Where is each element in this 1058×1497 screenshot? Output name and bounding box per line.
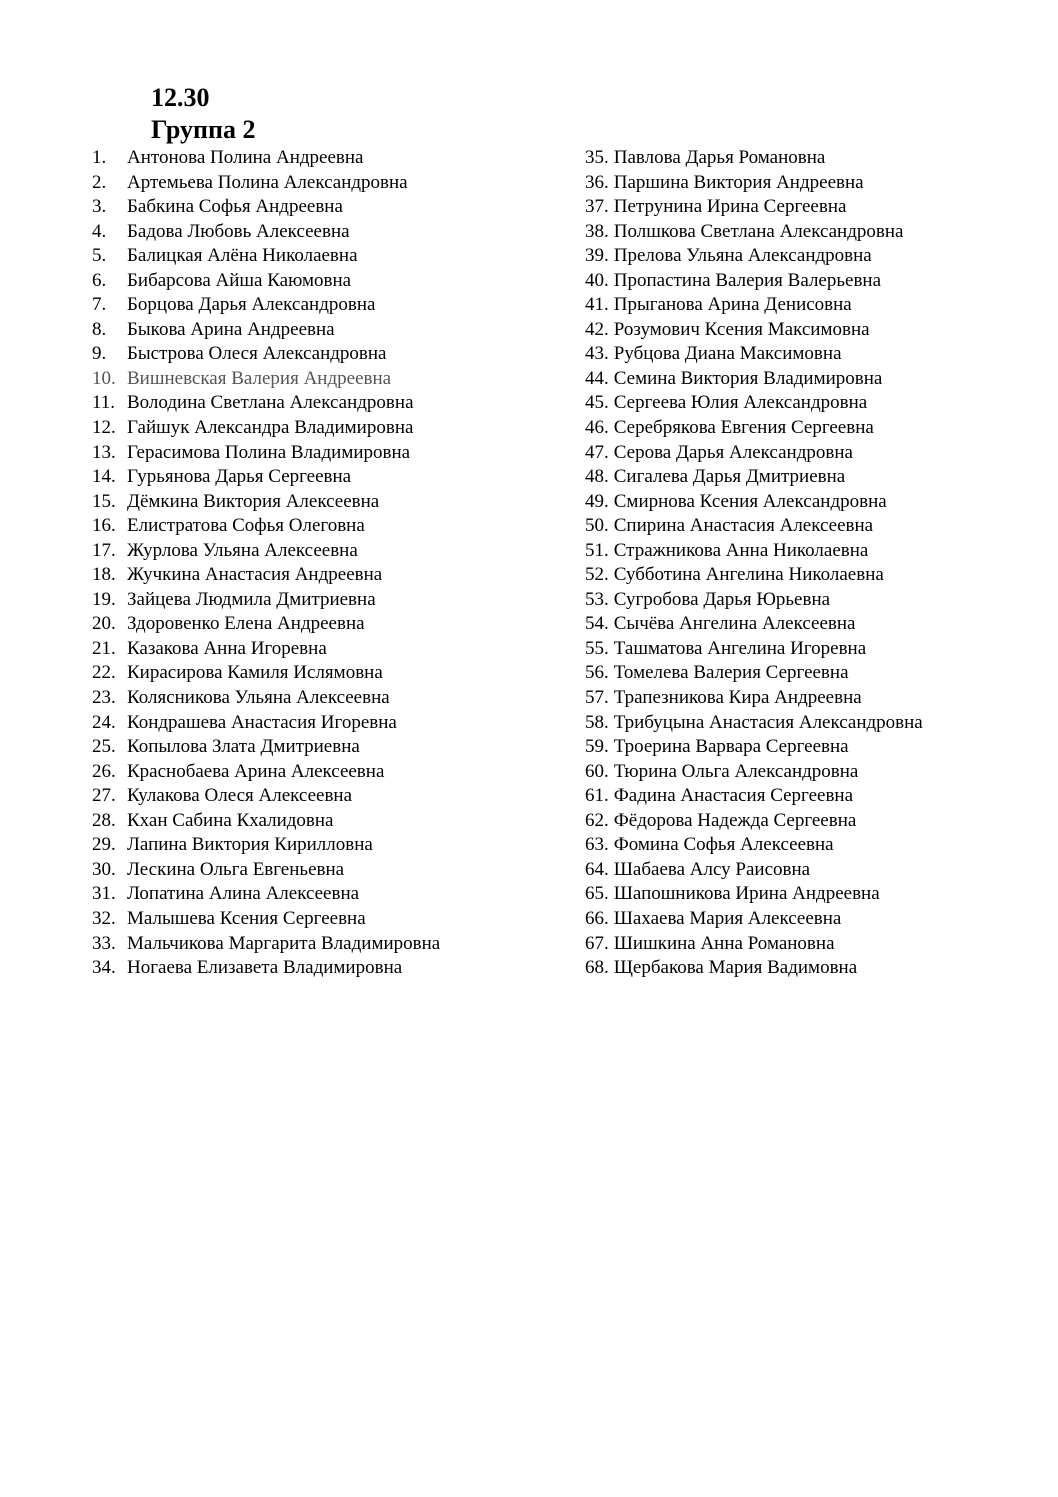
student-name: Сергеева Юлия Александровна (613, 392, 868, 414)
session-time-heading: 12.30 (151, 83, 210, 112)
list-item-number: 10. (92, 367, 116, 389)
student-name: Лопатина Алина Алексеевна (127, 883, 360, 905)
student-name: Малышева Ксения Сергеевна (127, 907, 366, 929)
list-item (585, 367, 923, 392)
list-item (585, 244, 923, 269)
list-item (92, 661, 440, 686)
list-item-number: 60. (585, 760, 609, 782)
list-item-number: 4. (92, 220, 107, 242)
student-name: Казакова Анна Игоревна (127, 637, 327, 659)
list-item (92, 465, 440, 490)
list-item (92, 269, 440, 294)
list-item (585, 220, 923, 245)
list-item (585, 342, 923, 367)
student-name: Смирнова Ксения Александровна (613, 490, 887, 512)
student-name: Колясникова Ульяна Алексеевна (127, 687, 390, 709)
list-item-number: 15. (92, 490, 116, 512)
list-item-number: 53. (585, 588, 609, 610)
list-item (92, 367, 440, 392)
list-item-number: 36. (585, 171, 609, 193)
list-item (92, 171, 440, 196)
list-item-number: 2. (92, 171, 107, 193)
student-name: Здоровенко Елена Андреевна (127, 613, 365, 635)
list-item-number: 1. (92, 147, 107, 168)
list-item-number: 63. (585, 834, 609, 856)
student-name: Фадина Анастасия Сергеевна (613, 785, 854, 807)
list-item (92, 858, 440, 883)
list-item-number: 20. (92, 613, 116, 635)
list-item (585, 490, 923, 515)
student-name: Гайшук Александра Владимировна (127, 417, 414, 439)
student-name: Полшкова Светлана Александровна (613, 220, 904, 242)
student-name: Спирина Анастасия Алексеевна (613, 515, 874, 537)
list-item (92, 907, 440, 932)
list-item-number: 16. (92, 515, 116, 537)
student-name: Артемьева Полина Александровна (127, 171, 408, 193)
list-item (92, 514, 440, 539)
student-name: Сигалева Дарья Дмитриевна (613, 466, 846, 488)
student-list-right-column (585, 146, 923, 981)
list-item-number: 6. (92, 269, 107, 291)
list-item (92, 490, 440, 515)
list-item-number: 14. (92, 466, 116, 488)
list-item (92, 563, 440, 588)
student-name: Володина Светлана Александровна (127, 392, 414, 414)
student-name: Лескина Ольга Евгеньевна (127, 858, 345, 880)
student-name: Стражникова Анна Николаевна (613, 539, 869, 561)
list-item-number: 23. (92, 687, 116, 709)
student-name: Томелева Валерия Сергеевна (613, 662, 849, 684)
student-name: Кондрашева Анастасия Игоревна (127, 711, 397, 733)
student-name: Кхан Сабина Кхалидовна (127, 809, 334, 831)
list-item (585, 563, 923, 588)
student-name: Быкова Арина Андреевна (127, 318, 335, 340)
list-item (585, 637, 923, 662)
list-item (585, 391, 923, 416)
student-name: Розумович Ксения Максимовна (613, 318, 870, 340)
list-item-number: 65. (585, 883, 609, 905)
list-item-number: 64. (585, 858, 609, 880)
list-item (92, 637, 440, 662)
list-item-number: 62. (585, 809, 609, 831)
list-item-number: 26. (92, 760, 116, 782)
list-item (92, 441, 440, 466)
list-item-number: 12. (92, 417, 116, 439)
list-item-number: 29. (92, 834, 116, 856)
student-name: Прелова Ульяна Александровна (613, 245, 872, 267)
list-item (585, 882, 923, 907)
student-name: Журлова Ульяна Алексеевна (127, 539, 358, 561)
list-item-number: 7. (92, 294, 107, 316)
list-item-number: 61. (585, 785, 609, 807)
list-item-number: 21. (92, 637, 116, 659)
student-name: Шабаева Алсу Раисовна (613, 858, 811, 880)
list-item (585, 269, 923, 294)
student-name: Сугробова Дарья Юрьевна (613, 588, 831, 610)
list-item (585, 293, 923, 318)
student-name: Троерина Варвара Сергеевна (613, 736, 849, 758)
student-name: Фомина Софья Алексеевна (613, 834, 834, 856)
student-name: Фёдорова Надежда Сергеевна (613, 809, 857, 831)
list-item-number: 57. (585, 687, 609, 709)
list-item (585, 441, 923, 466)
list-item (92, 293, 440, 318)
list-item-number: 44. (585, 367, 609, 389)
list-item-number: 25. (92, 736, 116, 758)
student-name: Борцова Дарья Александровна (127, 294, 376, 316)
list-item (92, 735, 440, 760)
student-name: Щербакова Мария Вадимовна (613, 957, 858, 979)
student-name: Бабкина Софья Андреевна (127, 196, 343, 218)
list-item-number: 45. (585, 392, 609, 414)
list-item-number: 49. (585, 490, 609, 512)
list-item-number: 13. (92, 441, 116, 463)
list-item (92, 932, 440, 957)
list-item (92, 686, 440, 711)
list-item-number: 18. (92, 564, 116, 586)
list-item-number: 30. (92, 858, 116, 880)
list-item-number: 50. (585, 515, 609, 537)
student-name: Кирасирова Камиля Ислямовна (127, 662, 383, 684)
student-name: Вишневская Валерия Андреевна (127, 367, 392, 389)
group-heading: Группа 2 (151, 115, 256, 144)
list-item (92, 539, 440, 564)
list-item (585, 956, 923, 981)
list-item-number: 22. (92, 662, 116, 684)
list-item (585, 711, 923, 736)
list-item-number: 31. (92, 883, 116, 905)
list-item (585, 514, 923, 539)
student-name: Елистратова Софья Олеговна (127, 515, 365, 537)
list-item-number: 17. (92, 539, 116, 561)
list-item (92, 882, 440, 907)
list-item (585, 588, 923, 613)
list-item (585, 735, 923, 760)
student-name: Бадова Любовь Алексеевна (127, 220, 350, 242)
student-name: Шапошникова Ирина Андреевна (613, 883, 880, 905)
student-name: Лапина Виктория Кирилловна (127, 834, 373, 856)
list-item-number: 9. (92, 343, 107, 365)
list-item-number: 54. (585, 613, 609, 635)
list-item-number: 38. (585, 220, 609, 242)
student-name: Мальчикова Маргарита Владимировна (127, 932, 441, 954)
list-item-number: 40. (585, 269, 609, 291)
list-item-number: 46. (585, 417, 609, 439)
list-item (92, 391, 440, 416)
student-name: Гурьянова Дарья Сергеевна (127, 466, 352, 488)
list-item (585, 833, 923, 858)
list-item (585, 760, 923, 785)
list-item (92, 588, 440, 613)
list-item-number: 11. (92, 392, 116, 414)
list-item-number: 32. (92, 907, 116, 929)
student-name: Быстрова Олеся Александровна (127, 343, 387, 365)
list-item-number: 51. (585, 539, 609, 561)
list-item-number: 19. (92, 588, 116, 610)
list-item (585, 784, 923, 809)
list-item (585, 907, 923, 932)
list-item (92, 244, 440, 269)
list-item-number: 5. (92, 245, 107, 267)
list-item (585, 318, 923, 343)
list-item-number: 58. (585, 711, 609, 733)
list-item (585, 932, 923, 957)
list-item (92, 195, 440, 220)
list-item (585, 858, 923, 883)
student-name: Кулакова Олеся Алексеевна (127, 785, 353, 807)
list-item (585, 171, 923, 196)
student-name: Рубцова Диана Максимовна (613, 343, 842, 365)
list-item-number: 35. (585, 147, 609, 168)
list-item (585, 612, 923, 637)
list-item (92, 711, 440, 736)
student-name: Тюрина Ольга Александровна (613, 760, 859, 782)
student-name: Серебрякова Евгения Сергеевна (613, 417, 874, 439)
student-name: Краснобаева Арина Алексеевна (127, 760, 385, 782)
student-name: Зайцева Людмила Дмитриевна (127, 588, 376, 610)
list-item-number: 39. (585, 245, 609, 267)
list-item-number: 28. (92, 809, 116, 831)
list-item (585, 686, 923, 711)
list-item-number: 66. (585, 907, 609, 929)
student-name: Ташматова Ангелина Игоревна (613, 637, 867, 659)
student-name: Шишкина Анна Романовна (613, 932, 835, 954)
student-name: Балицкая Алёна Николаевна (127, 245, 358, 267)
list-item (92, 146, 440, 171)
list-item (585, 661, 923, 686)
list-item-number: 37. (585, 196, 609, 218)
list-item-number: 34. (92, 957, 116, 979)
list-item (585, 146, 923, 171)
list-item-number: 8. (92, 318, 107, 340)
list-item-number: 27. (92, 785, 116, 807)
student-name: Ногаева Елизавета Владимировна (127, 957, 403, 979)
student-name: Дёмкина Виктория Алексеевна (127, 490, 380, 512)
student-name: Трапезникова Кира Андреевна (613, 687, 862, 709)
list-item-number: 24. (92, 711, 116, 733)
list-item (92, 833, 440, 858)
list-item-number: 68. (585, 957, 609, 979)
list-item (585, 416, 923, 441)
list-item (92, 220, 440, 245)
student-name: Пропастина Валерия Валерьевна (613, 269, 882, 291)
list-item-number: 41. (585, 294, 609, 316)
list-item-number: 67. (585, 932, 609, 954)
student-name: Шахаева Мария Алексеевна (613, 907, 842, 929)
list-item (92, 809, 440, 834)
list-item (92, 342, 440, 367)
list-item-number: 59. (585, 736, 609, 758)
student-name: Семина Виктория Владимировна (613, 367, 883, 389)
student-name: Субботина Ангелина Николаевна (613, 564, 884, 586)
list-item-number: 56. (585, 662, 609, 684)
student-name: Герасимова Полина Владимировна (127, 441, 411, 463)
list-item (92, 416, 440, 441)
student-name: Серова Дарья Александровна (613, 441, 853, 463)
student-name: Павлова Дарья Романовна (613, 147, 826, 168)
student-name: Паршина Виктория Андреевна (613, 171, 864, 193)
student-name: Жучкина Анастасия Андреевна (127, 564, 383, 586)
list-item (92, 956, 440, 981)
list-item-number: 47. (585, 441, 609, 463)
list-item (92, 760, 440, 785)
list-item-number: 43. (585, 343, 609, 365)
list-item (585, 539, 923, 564)
list-item (92, 318, 440, 343)
student-list-left-column (92, 146, 440, 981)
list-item-number: 52. (585, 564, 609, 586)
student-name: Прыганова Арина Денисовна (613, 294, 852, 316)
list-item (92, 784, 440, 809)
student-name: Трибуцына Анастасия Александровна (613, 711, 923, 733)
list-item-number: 33. (92, 932, 116, 954)
student-name: Антонова Полина Андреевна (127, 147, 364, 168)
list-item-number: 55. (585, 637, 609, 659)
student-name: Петрунина Ирина Сергеевна (613, 196, 847, 218)
list-item-number: 48. (585, 466, 609, 488)
list-item (585, 195, 923, 220)
list-item-number: 42. (585, 318, 609, 340)
list-item (92, 612, 440, 637)
list-item-number: 3. (92, 196, 107, 218)
student-name: Сычёва Ангелина Алексеевна (613, 613, 856, 635)
student-name: Копылова Злата Дмитриевна (127, 736, 360, 758)
list-item (585, 809, 923, 834)
list-item (585, 465, 923, 490)
student-name: Бибарсова Айша Каюмовна (127, 269, 352, 291)
